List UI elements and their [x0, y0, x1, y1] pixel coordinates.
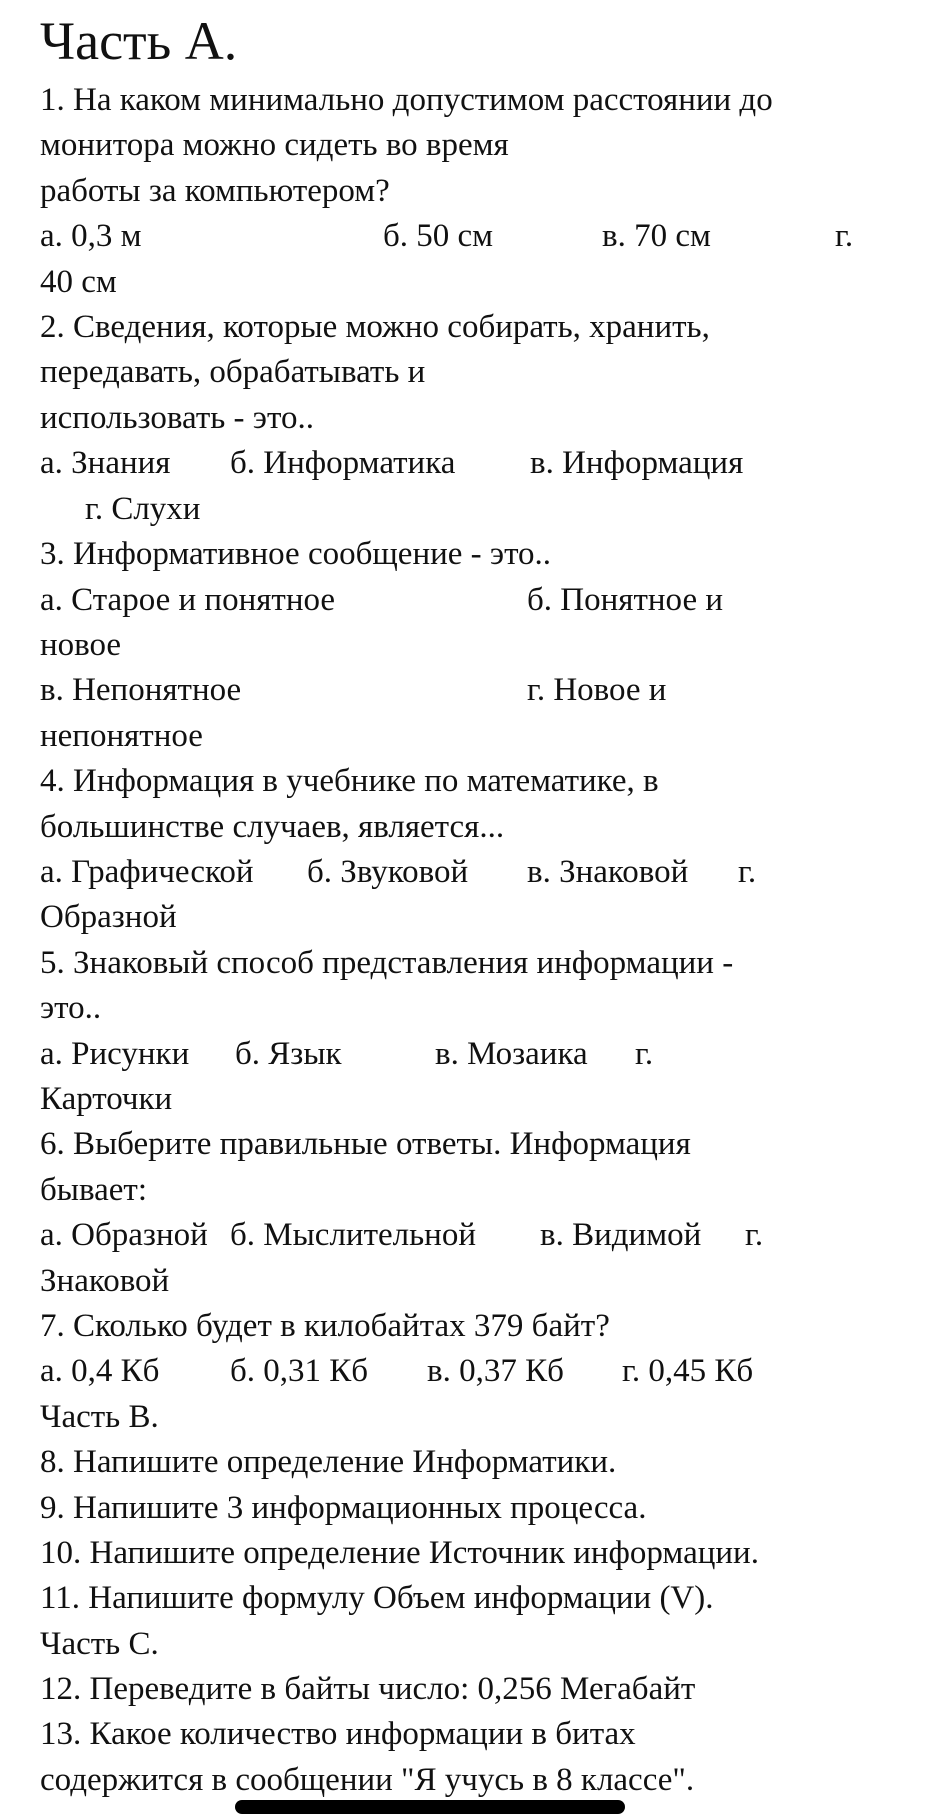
question-6-cont: [40, 1167, 940, 1213]
question-6: [40, 1121, 940, 1167]
option-b: б. Информатика: [230, 445, 456, 481]
question-1-options-cont: [40, 259, 940, 305]
question-text: 11. Напишите формулу Объем информации (V).: [40, 1580, 714, 1616]
question-5-options-cont: [40, 1076, 940, 1122]
option-c: в. Информация: [530, 445, 744, 481]
question-1-options: [40, 213, 940, 259]
option-a: а. Рисунки: [40, 1036, 190, 1072]
question-6-options-cont: [40, 1258, 940, 1304]
question-text: это..: [40, 990, 102, 1026]
question-4: [40, 758, 940, 804]
option-d-text: непонятное: [40, 718, 203, 754]
option-d: г. Новое и: [527, 672, 667, 708]
question-10: [40, 1530, 940, 1576]
option-b: б. Мыслительной: [230, 1217, 476, 1253]
question-5-options: [40, 1031, 940, 1077]
option-c: в. Видимой: [540, 1217, 702, 1253]
question-text: передавать, обрабатывать и: [40, 354, 426, 390]
option-b: б. Звуковой: [307, 854, 469, 890]
question-8: [40, 1439, 940, 1485]
option-d-text: Знаковой: [40, 1263, 170, 1299]
question-9: [40, 1485, 940, 1531]
option-a: а. Старое и понятное: [40, 582, 336, 618]
option-a: а. Знания: [40, 445, 171, 481]
question-5: [40, 940, 940, 986]
option-a: а. Образной: [40, 1217, 208, 1253]
question-3: [40, 531, 940, 577]
option-d-text: Образной: [40, 899, 177, 935]
option-b: б. 50 см: [383, 218, 494, 254]
question-text: монитора можно сидеть во время: [40, 127, 509, 163]
question-5-cont: [40, 985, 940, 1031]
question-3-options: [40, 577, 940, 623]
option-d: г.: [835, 218, 854, 254]
question-text: 10. Напишите определение Источник информации.: [40, 1535, 759, 1571]
option-d-text: 40 см: [40, 264, 117, 300]
option-b: б. Язык: [235, 1036, 342, 1072]
option-b: б. 0,31 Кб: [230, 1353, 369, 1389]
question-2-options-cont: [40, 486, 940, 532]
question-text: 9. Напишите 3 информационных процесса.: [40, 1490, 647, 1526]
part-a-heading: Часть А.: [40, 11, 238, 71]
question-4-cont: [40, 804, 940, 850]
part-c-heading: [40, 1621, 940, 1667]
option-c: в. 0,37 Кб: [427, 1353, 564, 1389]
option-c: в. Непонятное: [40, 672, 242, 708]
question-3-options-cont: [40, 622, 940, 668]
home-indicator[interactable]: [235, 1800, 625, 1814]
question-text: содержится в сообщении "Я учусь в 8 классе".: [40, 1762, 695, 1798]
part-b-heading: [40, 1394, 940, 1440]
option-b-text: новое: [40, 627, 122, 663]
question-2-options: [40, 440, 940, 486]
question-12: [40, 1666, 940, 1712]
option-b: б. Понятное и: [527, 582, 724, 618]
question-2: [40, 304, 940, 350]
question-1-cont: [40, 122, 940, 168]
option-d: г.: [738, 854, 757, 890]
question-2-cont: [40, 395, 940, 441]
question-text: 1. На каком минимально допустимом расстоянии до: [40, 82, 773, 118]
question-text: использовать - это..: [40, 400, 314, 436]
option-d: г.: [745, 1217, 764, 1253]
option-c: в. Мозаика: [435, 1036, 588, 1072]
question-text: 7. Сколько будет в килобайтах 379 байт?: [40, 1308, 610, 1344]
option-a: а. Графической: [40, 854, 254, 890]
question-4-options: [40, 849, 940, 895]
question-text: 6. Выберите правильные ответы. Информация: [40, 1126, 691, 1162]
question-13: [40, 1711, 940, 1757]
question-text: работы за компьютером?: [40, 173, 390, 209]
option-d-text: Карточки: [40, 1081, 173, 1117]
option-d: г.: [635, 1036, 654, 1072]
question-text: 2. Сведения, которые можно собирать, хранить,: [40, 309, 710, 345]
option-a: а. 0,4 Кб: [40, 1353, 160, 1389]
question-text: 12. Переведите в байты число: 0,256 Мегабайт: [40, 1671, 696, 1707]
option-a: а. 0,3 м: [40, 218, 142, 254]
heading-text: Часть С.: [40, 1626, 159, 1662]
question-text: 13. Какое количество информации в битах: [40, 1716, 636, 1752]
question-6-options: [40, 1212, 940, 1258]
question-text: большинстве случаев, является...: [40, 809, 505, 845]
heading-text: Часть В.: [40, 1399, 159, 1435]
question-13-cont: [40, 1757, 940, 1803]
question-3-options-cont: [40, 713, 940, 759]
question-1-cont: [40, 168, 940, 214]
question-7-options: [40, 1348, 940, 1394]
option-c: в. Знаковой: [527, 854, 689, 890]
option-d: г. Слухи: [85, 491, 201, 527]
question-1: [40, 77, 940, 123]
option-d: г. 0,45 Кб: [622, 1353, 754, 1389]
question-7: [40, 1303, 940, 1349]
question-2-cont: [40, 349, 940, 395]
question-11: [40, 1575, 940, 1621]
question-text: бывает:: [40, 1172, 147, 1208]
question-text: 8. Напишите определение Информатики.: [40, 1444, 617, 1480]
question-3-options: [40, 667, 940, 713]
question-4-options-cont: [40, 894, 940, 940]
question-text: 4. Информация в учебнике по математике, в: [40, 763, 659, 799]
question-text: 3. Информативное сообщение - это..: [40, 536, 552, 572]
option-c: в. 70 см: [602, 218, 711, 254]
question-text: 5. Знаковый способ представления информации -: [40, 945, 734, 981]
